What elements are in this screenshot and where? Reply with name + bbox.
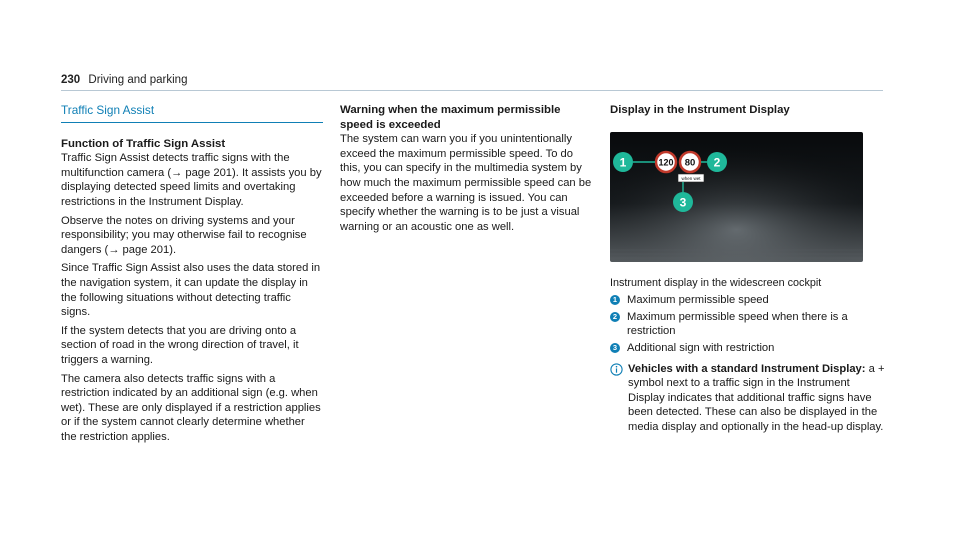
page-header <box>61 73 187 88</box>
legend-item <box>610 293 885 308</box>
legend-number: 3 <box>610 343 620 353</box>
figure-caption: Instrument display in the widescreen cockpit <box>610 276 822 289</box>
display-heading: Display in the Instrument Display <box>610 104 790 116</box>
info-note <box>610 362 885 435</box>
info-icon <box>610 363 624 381</box>
paragraph: Since Traffic Sign Assist also uses the data stored in the navigation system, it can update the display in the following situations without detecting traffic signs. <box>61 262 321 319</box>
callout-2-label: 2 <box>713 155 721 170</box>
legend-item <box>610 310 885 339</box>
column-traffic-sign-assist <box>61 103 323 448</box>
column-speed-warning <box>340 103 592 238</box>
note-text <box>628 362 885 435</box>
warning-heading: Warning when the maximum permissible speed is exceeded <box>340 104 561 131</box>
function-heading: Function of Traffic Sign Assist <box>61 137 226 150</box>
legend-item <box>610 341 885 356</box>
legend-text: Additional sign with restriction <box>627 341 775 354</box>
header-divider <box>61 90 883 91</box>
legend-number: 2 <box>610 312 620 322</box>
chapter-title: Driving and parking <box>88 74 188 86</box>
column-instrument-display <box>610 103 885 435</box>
paragraph: Traffic Sign Assist detects traffic signs with the multifunction camera (→ page 201). It assists you by displaying detected speed limits and overtaking restrictions in the Instrument Display. <box>61 152 322 208</box>
legend-text: Maximum permissible speed <box>627 294 769 307</box>
speed-sign-2-value: 80 <box>684 157 696 169</box>
additional-sign-text: when wet <box>681 175 701 181</box>
callout-3-label: 3 <box>679 195 687 210</box>
callout-1-label: 1 <box>619 155 627 170</box>
paragraph: Observe the notes on driving systems and your responsibility; you may otherwise fail to recognise dangers (→ page 201). <box>61 214 307 256</box>
page-number: 230 <box>61 74 81 86</box>
instrument-display-figure <box>610 132 863 262</box>
legend-text: Maximum permissible speed when there is a restriction <box>627 310 848 338</box>
paragraph: The system can warn you if you unintentionally exceed the maximum permissible speed. To do this, you can specify in the multimedia system by how much the maximum permissible speed can be exceeded before a warning is issued. You can specify whether the warning is to be just a visual warning or an acoustic one as well. <box>340 133 592 233</box>
speed-sign-1-value: 120 <box>658 157 674 168</box>
legend-number: 1 <box>610 295 620 305</box>
paragraph: If the system detects that you are driving onto a section of road in the wrong direction of travel, it triggers a warning. <box>61 324 299 366</box>
paragraph: The camera also detects traffic signs with a restriction indicated by an additional sign (e.g. when wet). These are only displayed if a restriction applies or if the system cannot clearly determine whether the restriction applies. <box>61 372 321 443</box>
section-title: Traffic Sign Assist <box>61 103 323 123</box>
instrument-display-image <box>610 132 863 262</box>
note-body: a + symbol next to a traffic sign in the Instrument Display indicates that additional traffic signs have been detected. These can also be displayed in the media display and optionally in the head-up display. <box>628 362 885 433</box>
note-bold: Vehicles with a standard Instrument Display: <box>628 362 866 375</box>
